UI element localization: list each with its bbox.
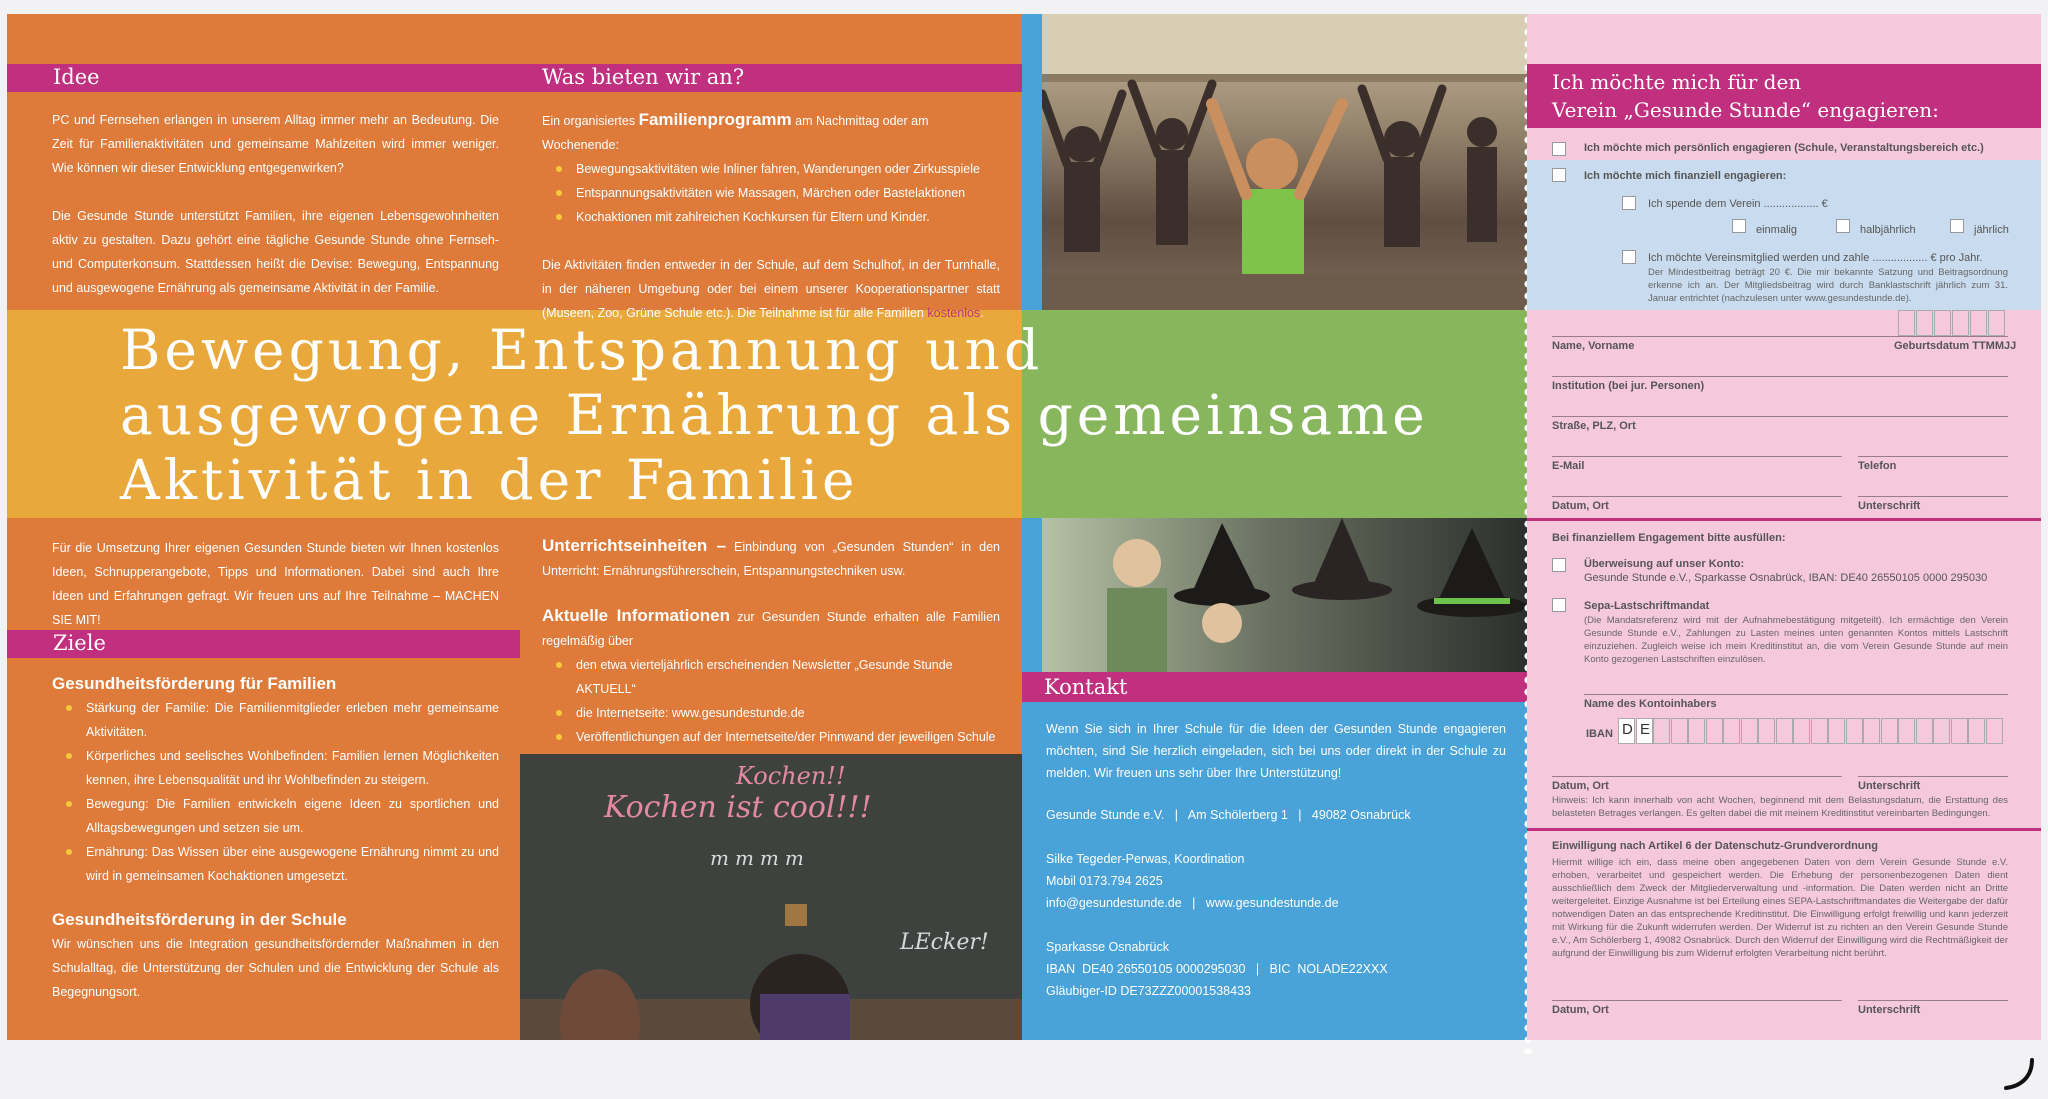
idee-paragraph-2: Die Gesunde Stunde unterstützt Familien, ihre eigenen Lebensgewohnheiten aktiv zu gestalten. Dazu gehört eine tägliche Gesunde Stunde ohne Fernseh- und Computerkonsum. Stattdessen heißt die Devise: Bewegung, Entspannung und ausgewogene Ernährung als gemeinsame Aktivität in der Familie. [52,209,499,295]
opt-persoenlich-label: Ich möchte mich persönlich engagieren (Schule, Veranstaltungsbereich etc.) [1584,142,1984,154]
idee-paragraph-1: PC und Fernsehen erlangen in unserem Alltag immer mehr an Bedeutung. Die Zeit für Familienaktivitäten und gemeinsame Mahlzeiten wird immer weniger. Wie können wir dieser Entwicklung entgegenwirken? [52,113,499,175]
perforation-dot [1524,1048,1531,1054]
ueberweisung-text: Gesunde Stunde e.V., Sparkasse Osnabrück, IBAN: DE40 26550105 0000 295030 [1584,572,1988,584]
ziele-content [52,672,499,1004]
iban-digit-box[interactable] [1968,718,1985,744]
iban-country-e: E [1640,721,1651,738]
ziele-schule-text: Wir wünschen uns die Integration gesundheitsfördernder Maßnahmen in den Schulalltag, die Unterstützung der Schulen und die Entwicklung der Schule als Begegnungsort. [52,937,499,999]
datum-ort-field-1[interactable] [1552,496,1842,497]
institution-label: Institution (bei jur. Personen) [1552,380,1705,392]
photo-dance [1022,14,1527,310]
ziele-title-bar [7,630,520,658]
checkbox-sepa[interactable] [1552,598,1566,612]
checkbox-halbjaehrlich[interactable] [1836,219,1850,233]
headline-line-2: ausgewogene Ernährung als gemeinsame [120,383,1429,447]
form-title-line-2: Verein „Gesunde Stunde“ engagieren: [1552,98,1939,122]
iban-digit-box[interactable] [1846,718,1863,744]
chalk-word-lecker: LEcker! [900,930,989,955]
iban-digit-box[interactable] [1933,718,1950,744]
kontakt-gap-blue [1022,14,1042,310]
iban-digit-box[interactable] [1951,718,1968,744]
iban-digit-box[interactable] [1723,718,1740,744]
iban-digit-box[interactable] [1671,718,1688,744]
sepa-text: (Die Mandatsreferenz wird mit der Aufnahmebestätigung mitgeteilt). Ich ermächtige den Verein Gesunde Stunde e.V., Zahlungen zu Lasten meines unten genannten Kontos mittels Lastschrift einzuziehen. Zugleich weise ich mein Kreditinstitut an, die vom Verein Gesunde Stunde auf mein Konto gezogenen Lastschriften einzulösen. [1584,615,2008,665]
chalk-word-cool: Kochen ist cool!!! [604,790,872,825]
datum-ort-label-3: Datum, Ort [1552,1004,1609,1016]
aktuell-list [542,653,1000,749]
geburtsdatum-digit-box[interactable] [1952,310,1969,336]
iban-boxes[interactable] [1618,718,2010,744]
name-field[interactable] [1552,336,2008,337]
headline-line-3: Aktivität in der Familie [120,448,859,512]
institution-field[interactable] [1552,376,2008,377]
datum-ort-field-3[interactable] [1552,1000,1842,1001]
page-curl-icon [2002,1056,2038,1092]
checkbox-finanziell[interactable] [1552,168,1566,182]
geburtsdatum-digit-box[interactable] [1988,310,2005,336]
aktuell-item: den etwa vierteljährlich erscheinenden Newsletter „Gesunde Stunde AKTUELL“ [542,653,1000,701]
kontakt-address: Gesunde Stunde e.V. | Am Schölerberg 1 | 49082 Osnabrück [1046,808,1411,822]
aktuell-item: die Internetseite: www.gesundestunde.de [542,701,1000,725]
idee-title: Idee [53,65,100,89]
unterschrift-field-1[interactable] [1858,496,2008,497]
unterschrift-label-1: Unterschrift [1858,500,1921,512]
kontakt-glaeubiger: Gläubiger-ID DE73ZZZ00001538433 [1046,984,1251,998]
unterschrift-label-3: Unterschrift [1858,1004,1921,1016]
telefon-label: Telefon [1858,460,1897,472]
ueberweisung-heading: Überweisung auf unser Konto: [1584,558,1745,570]
chalk-word-mmm: mmmm [710,846,810,870]
angebot-title-bar [520,64,1022,92]
iban-digit-box[interactable] [1653,718,1670,744]
ziele-heading-schule: Gesundheitsförderung in der Schule [52,910,347,929]
iban-digit-box[interactable] [1898,718,1915,744]
unterschrift-field-2[interactable] [1858,776,2008,777]
form-divider-2 [1527,828,2041,831]
spende-label: Ich spende dem Verein .................. € [1648,198,1828,210]
iban-digit-box[interactable] [1776,718,1793,744]
kontakt-text [1046,718,1506,1002]
email-field[interactable] [1552,456,1842,457]
geburtsdatum-label: Geburtsdatum TTMMJJ [1894,340,2017,352]
iban-digit-box[interactable] [1793,718,1810,744]
checkbox-ueberweisung[interactable] [1552,558,1566,572]
ziele-item: Bewegung: Die Familien entwickeln eigene Ideen zu sportlichen und Alltagsbewegungen und setzen sie um. [52,792,499,840]
ziele-item: Ernährung: Das Wissen über eine ausgewogene Ernährung nimmt zu und wird in gemeinsamen Kochaktionen umgesetzt. [52,840,499,888]
angebot-paragraph-2: Die Aktivitäten finden entweder in der Schule, auf dem Schulhof, in der Turnhalle, in der näheren Umgebung oder bei einem unserer Kooperationspartner statt (Museen, Zoo, Grüne Schule etc.). Die Teilnahme ist für alle Familien kostenlos. [542,258,1000,320]
chalk-word-kochen: Kochen!! [736,762,846,790]
headline-line-1: Bewegung, Entspannung und [120,318,1044,382]
geburtsdatum-digit-box[interactable] [1970,310,1987,336]
einmalig-label: einmalig [1756,224,1797,236]
datum-ort-label-2: Datum, Ort [1552,780,1609,792]
kostenlos-highlight: kostenlos [927,306,981,320]
photo-dance-illustration [1022,14,1527,310]
iban-digit-box[interactable] [1811,718,1828,744]
mitglied-note: Der Mindestbeitrag beträgt 20 €. Die mir bekannte Satzung und Beitragsordnung erkenne ich an. Der Mitgliedsbeitrag wird durch Banklastschrift jährlich zum 31. Januar entrichtet (nachzulesen unter www.gesundestunde.de). [1648,267,2008,304]
geburtsdatum-digit-box[interactable] [1916,310,1933,336]
angebot-item: Bewegungsaktivitäten wie Inliner fahren, Wanderungen oder Zirkusspiele [542,157,1000,181]
finanziell-heading: Bei finanziellem Engagement bitte ausfüllen: [1552,532,1786,544]
iban-digit-box[interactable] [1828,718,1845,744]
iban-digit-box[interactable] [1986,718,2003,744]
ziele-title: Ziele [53,631,106,655]
kontakt-web[interactable]: info@gesundestunde.de | www.gesundestunde.de [1046,896,1339,910]
kontakt-mobil: Mobil 0173.794 2625 [1046,874,1163,888]
checkbox-einmalig[interactable] [1732,219,1746,233]
opt-finanziell-label: Ich möchte mich finanziell engagieren: [1584,170,1787,182]
kontakt-person: Silke Tegeder-Perwas, Koordination [1046,852,1245,866]
angebot-text [542,108,1000,325]
telefon-field[interactable] [1858,456,2008,457]
kontoinhaber-label: Name des Kontoinhabers [1584,698,1717,710]
angebot-list [542,157,1000,229]
checkbox-mitglied[interactable] [1622,250,1636,264]
checkbox-jaehrlich[interactable] [1950,219,1964,233]
aktuell-intro: Aktuelle Informationen zur Gesunden Stunde erhalten alle Familien regelmäßig über [542,606,1000,648]
geburtsdatum-boxes[interactable] [1898,310,2008,336]
kontakt-iban: IBAN DE40 26550105 0000295030 | BIC NOLADE22XXX [1046,962,1388,976]
name-label: Name, Vorname [1552,340,1635,352]
geburtsdatum-digit-box[interactable] [1934,310,1951,336]
iban-digit-box[interactable] [1863,718,1880,744]
iban-digit-box[interactable] [1688,718,1705,744]
aktuell-heading: Aktuelle Informationen [542,606,730,625]
datum-ort-field-2[interactable] [1552,776,1842,777]
aktuell-block [542,604,1000,749]
photo-witches [1042,518,1527,672]
iban-digit-box[interactable] [1916,718,1933,744]
kontakt-bank: Sparkasse Osnabrück [1046,940,1169,954]
idee-text [52,108,499,324]
iban-digit-box[interactable] [1741,718,1758,744]
aktuell-item: Veröffentlichungen auf der Internetseite/der Pinnwand der jeweiligen Schule [542,725,1000,749]
halbjaehrlich-label: halbjährlich [1860,224,1916,236]
strasse-label: Straße, PLZ, Ort [1552,420,1636,432]
iban-label: IBAN [1586,728,1613,740]
kontakt-paragraph: Wenn Sie sich in Ihrer Schule für die Ideen der Gesunden Stunde engagieren möchten, sind Sie herzlich eingeladen, sich bei uns oder direkt in der Schule zu melden. Wir freuen uns sehr über Ihre Unterstützung! [1046,722,1506,780]
unterschrift-field-3[interactable] [1858,1000,2008,1001]
kontakt-left-strip [1022,518,1042,672]
sepa-heading: Sepa-Lastschriftmandat [1584,600,1710,612]
iban-digit-box[interactable] [1881,718,1898,744]
strasse-field[interactable] [1552,416,2008,417]
kontakt-title: Kontakt [1044,675,1128,699]
angebot-item: Kochaktionen mit zahlreichen Kochkursen für Eltern und Kinder. [542,205,1000,229]
kontakt-title-bar [1022,672,1527,702]
angebot-title: Was bieten wir an? [542,65,745,89]
form-divider-1 [1527,518,2041,521]
iban-country-d: D [1622,721,1633,738]
datenschutz-heading: Einwilligung nach Artikel 6 der Datenschutz-Grundverordnung [1552,840,1878,852]
datenschutz-text: Hiermit willige ich ein, dass meine oben angegebenen Daten von dem Verein Gesunde Stunde e.V. erhoben, verarbeitet und gespeichert werden. Die Erhebung der personenbezogenen Daten dient ausschließlich dem Zweck der Mitgliederverwaltung und -information. Die Daten werden nicht an Dritte weitergeleitet. Einzige Ausnahme ist bei Erteilung eines SEPA-Lastschriftmandates die Weitergabe der dafür notwendigen Daten an das entsprechende Kreditinstitut. Die Einwilligung erfolgt freiwillig und kann jederzeit mit Wirkung für die Zukunft widerrufen werden. Der Widerruf ist zu richten an den Verein Gesunde Stunde e.V., Am Schölerberg 1, 49082 Osnabrück. Durch den Widerruf der Einwilligung wird die Rechtmäßigkeit der aufgrund der Einwilligung bis zum Widerruf erfolgten Verarbeitung nicht berührt. [1552,857,2008,959]
form-title-line-1: Ich möchte mich für den [1552,70,1802,94]
email-label: E-Mail [1552,460,1585,472]
ziele-list [52,696,499,888]
checkbox-spende[interactable] [1622,196,1636,210]
photo-chalkboard [520,754,1022,1040]
unterschrift-label-2: Unterschrift [1858,780,1921,792]
iban-digit-box[interactable] [1706,718,1723,744]
iban-digit-box[interactable] [1758,718,1775,744]
datum-ort-label-1: Datum, Ort [1552,500,1609,512]
geburtsdatum-digit-box[interactable] [1898,310,1915,336]
checkbox-persoenlich[interactable] [1552,142,1566,156]
angebot-intro: Ein organisiertes Familienprogramm am Nachmittag oder am Wochenende: [542,110,929,152]
umsetzung-paragraph: Für die Umsetzung Ihrer eigenen Gesunden Stunde bieten wir Ihnen kostenlos Ideen, Schnupperangebote, Tipps und Informationen. Dabei sind auch Ihre Ideen und Erfahrungen gefragt. Wir freuen uns auf Ihre Teilnahme – MACHEN SIE MIT! [52,541,499,627]
form-title [1552,68,1939,124]
photo-witches-illustration [1042,518,1527,672]
unterricht-block [542,534,1000,583]
mitglied-label: Ich möchte Vereinsmitglied werden und zahle .................. € pro Jahr. [1648,252,1983,264]
angebot-item: Entspannungsaktivitäten wie Massagen, Märchen oder Bastelaktionen [542,181,1000,205]
unterricht-text: Einbindung von „Gesunden Stunden“ in den Unterricht: Ernährungsführerschein, Entspannungstechniken usw. [542,540,1000,578]
headline [120,318,1520,513]
hinweis-text: Hinweis: Ich kann innerhalb von acht Wochen, beginnend mit dem Belastungsdatum, die Erstattung des belasteten Betrages verlangen. Es gelten dabei die mit meinem Kreditinstitut vereinbarten Bedingungen. [1552,795,2008,819]
ziele-item: Stärkung der Familie: Die Familienmitglieder erleben mehr gemeinsame Aktivitäten. [52,696,499,744]
idee-title-bar [7,64,520,92]
ziele-item: Körperliches und seelisches Wohlbefinden: Familien lernen Möglichkeiten kennen, ihre Lebensqualität und ihr Wohlbefinden zu steigern. [52,744,499,792]
unterricht-heading: Unterrichtseinheiten – [542,536,727,555]
kontoinhaber-field[interactable] [1584,694,2008,695]
ziele-heading-familien: Gesundheitsförderung für Familien [52,674,337,693]
jaehrlich-label: jährlich [1974,224,2009,236]
